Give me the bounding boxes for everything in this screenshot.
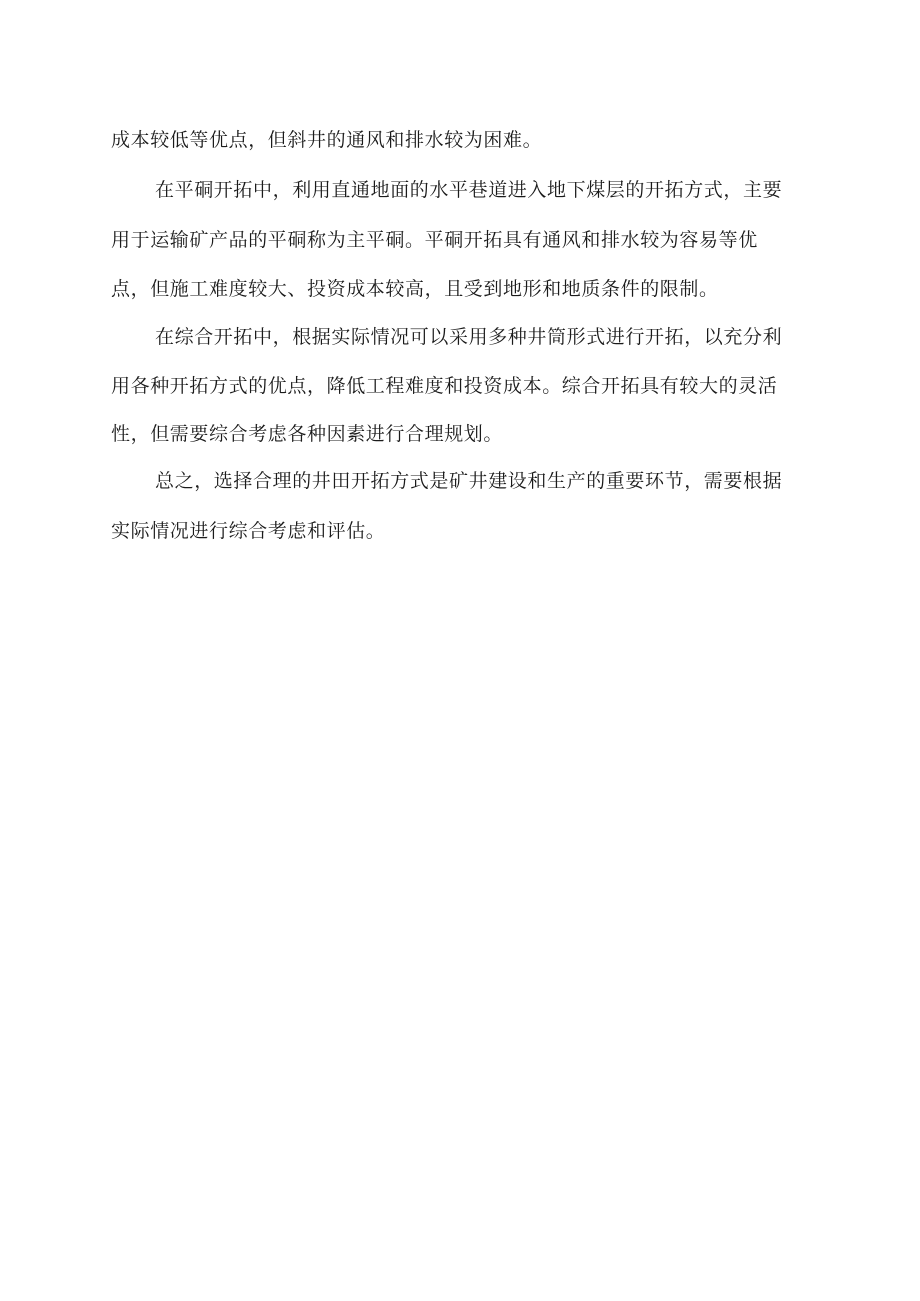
paragraph-3-line-2: 用各种开拓方式的优点，降低工程难度和投资成本。综合开拓具有较大的灵活 <box>111 375 778 397</box>
paragraph-4-line-1: 总之，选择合理的井田开拓方式是矿井建设和生产的重要环节，需要根据 <box>155 470 783 492</box>
paragraph-3-line-1: 在综合开拓中，根据实际情况可以采用多种井筒形式进行开拓，以充分利 <box>155 326 783 348</box>
paragraph-2-line-1: 在平硐开拓中，利用直通地面的水平巷道进入地下煤层的开拓方式，主要 <box>155 179 783 201</box>
paragraph-4-line-2: 实际情况进行综合考虑和评估。 <box>111 520 386 542</box>
paragraph-1-line-1: 成本较低等优点，但斜井的通风和排水较为困难。 <box>111 129 543 151</box>
paragraph-2-line-3: 点，但施工难度较大、投资成本较高，且受到地形和地质条件的限制。 <box>111 278 719 300</box>
paragraph-2-line-2: 用于运输矿产品的平硐称为主平硐。平硐开拓具有通风和排水较为容易等优 <box>111 229 758 251</box>
paragraph-3-line-3: 性，但需要综合考虑各种因素进行合理规划。 <box>111 423 504 445</box>
